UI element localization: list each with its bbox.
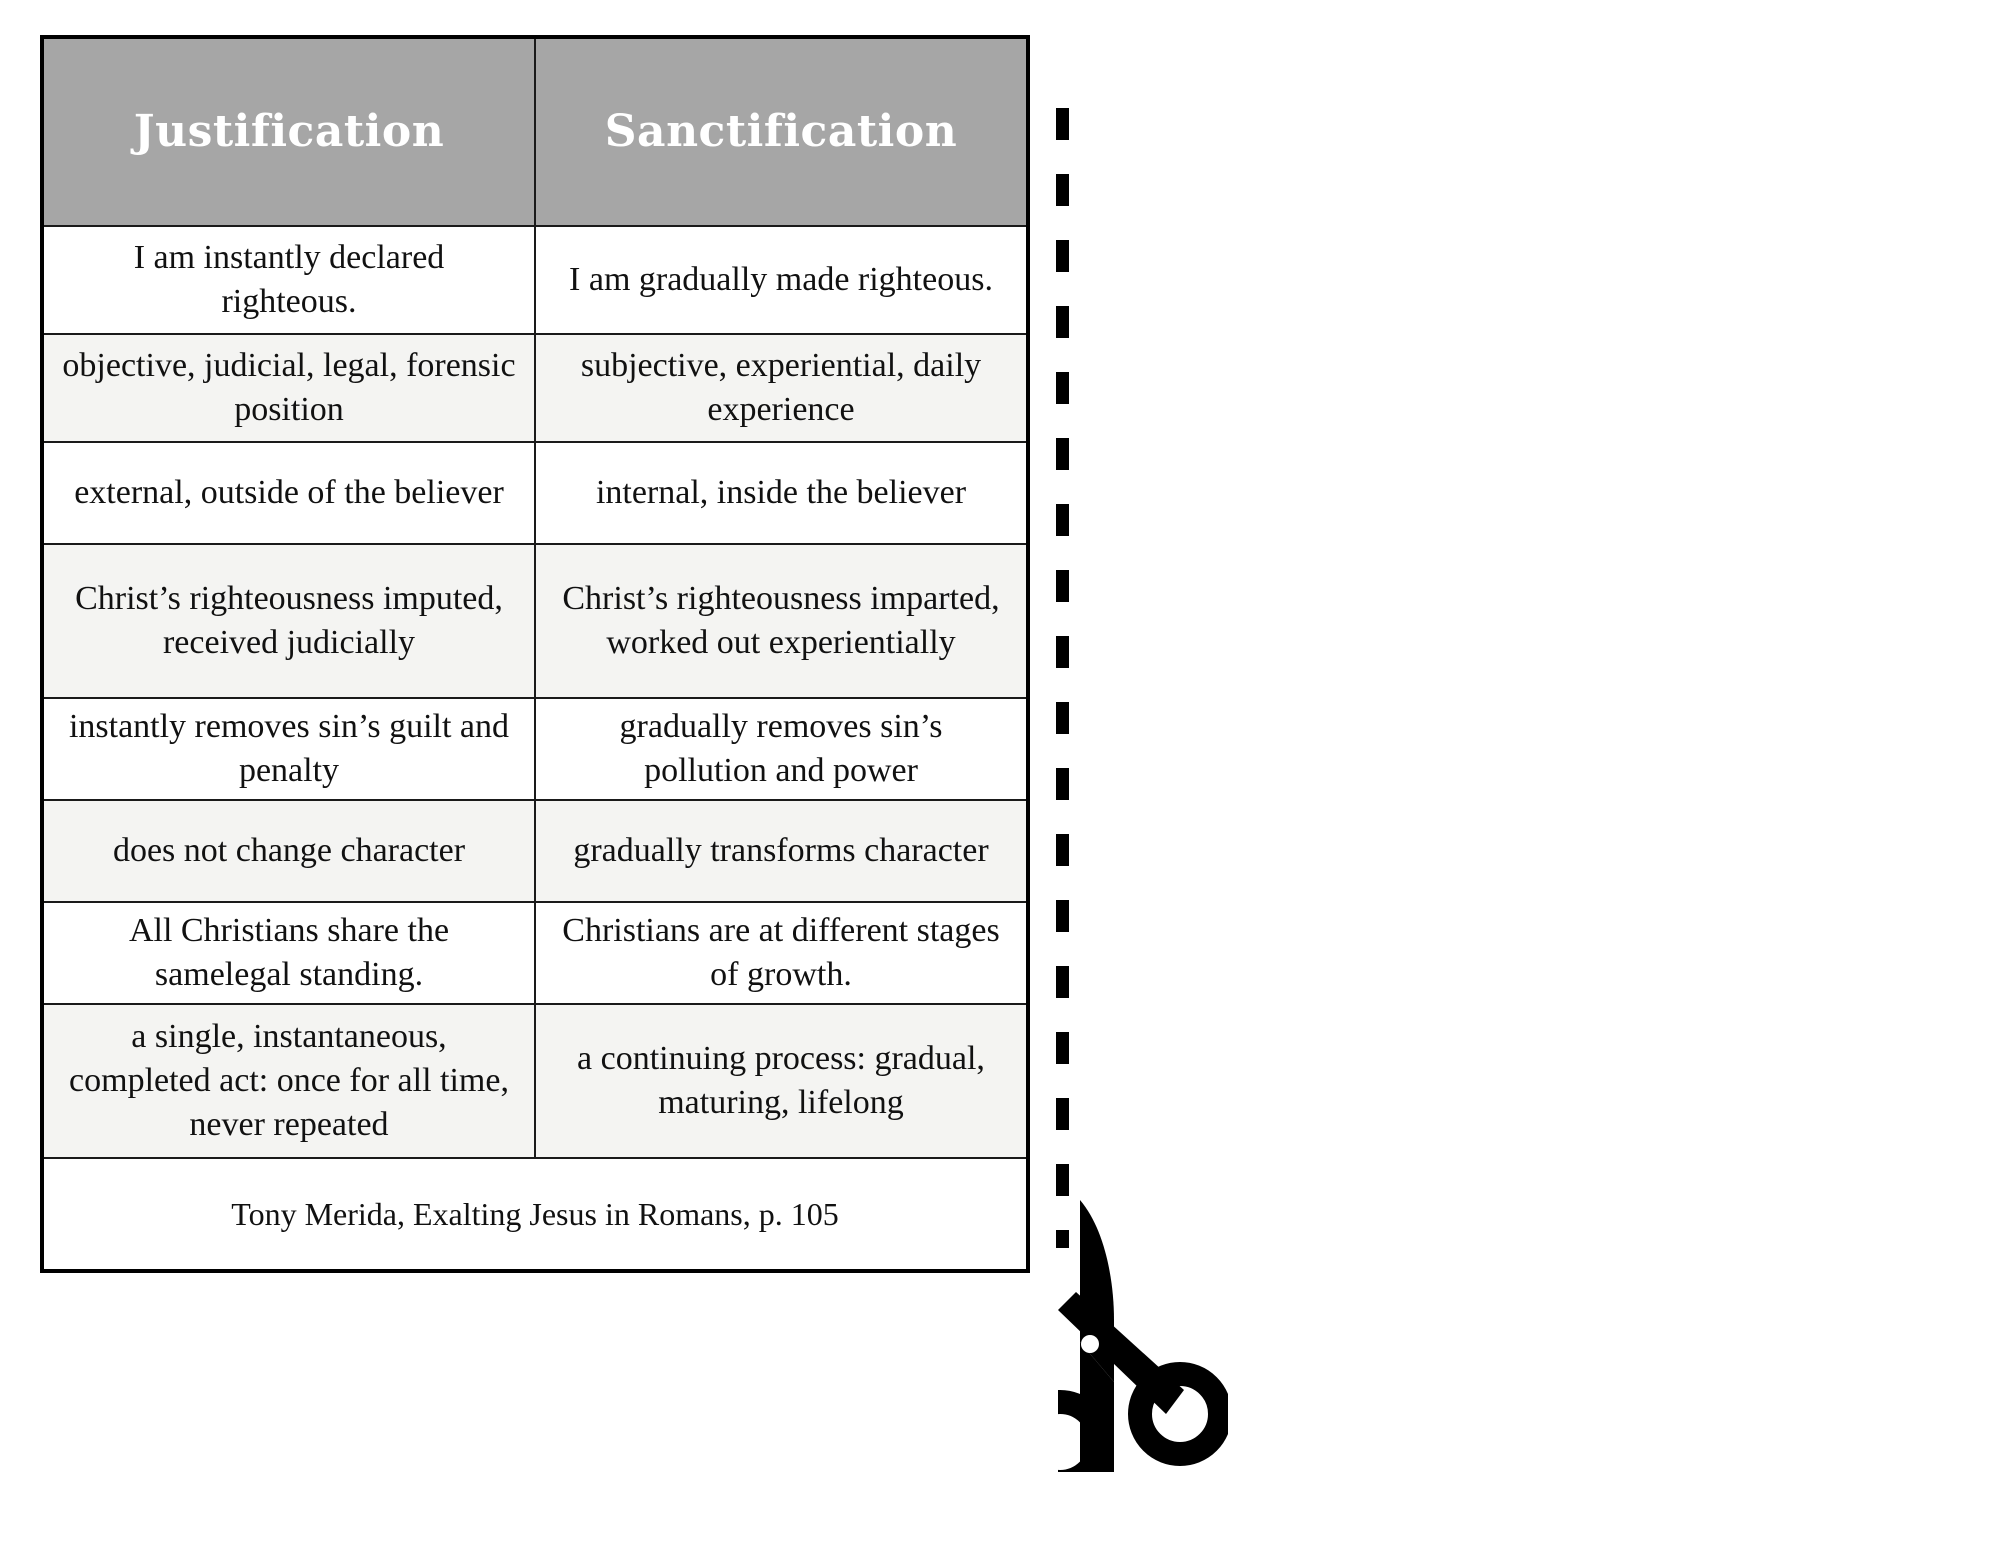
- cell-sanctification: Christians are at different stages of growth.: [535, 902, 1028, 1004]
- column-header-sanctification-label: Sanctification: [604, 105, 958, 157]
- cell-sanctification: internal, inside the believer: [535, 442, 1028, 544]
- table-row: [42, 902, 1028, 1004]
- table-row: [42, 226, 1028, 334]
- cut-line-dashed: [1056, 108, 1069, 1248]
- cell-justification: I am instantly declared righteous.: [42, 226, 535, 334]
- table-row: [42, 800, 1028, 902]
- comparison-table: [40, 35, 1030, 1273]
- table-row: [42, 442, 1028, 544]
- table-header: [42, 37, 1028, 226]
- cell-sanctification: gradually removes sin’s pollution and power: [535, 698, 1028, 800]
- cell-justification: does not change character: [42, 800, 535, 902]
- column-header-justification: [42, 37, 535, 226]
- table-body: [42, 226, 1028, 1158]
- scissors-icon: [1058, 1192, 1228, 1472]
- cell-justification: instantly removes sin’s guilt and penalty: [42, 698, 535, 800]
- table-row: [42, 544, 1028, 698]
- attribution-text: Tony Merida, Exalting Jesus in Romans, p. 105: [42, 1158, 1028, 1271]
- cell-justification: external, outside of the believer: [42, 442, 535, 544]
- cell-sanctification: I am gradually made righteous.: [535, 226, 1028, 334]
- cell-justification: All Christians share the samelegal standing.: [42, 902, 535, 1004]
- table-footer: [42, 1158, 1028, 1271]
- column-header-sanctification: [535, 37, 1028, 226]
- cell-justification: Christ’s righteousness imputed, received judicially: [42, 544, 535, 698]
- cell-sanctification: subjective, experiential, daily experience: [535, 334, 1028, 442]
- attribution-row: [42, 1158, 1028, 1271]
- cell-sanctification: Christ’s righteousness imparted, worked out experientially: [535, 544, 1028, 698]
- column-header-justification-label: Justification: [133, 105, 445, 157]
- table-row: [42, 334, 1028, 442]
- cell-justification: objective, judicial, legal, forensic position: [42, 334, 535, 442]
- cell-sanctification: a continuing process: gradual, maturing, lifelong: [535, 1004, 1028, 1158]
- cell-sanctification: gradually transforms character: [535, 800, 1028, 902]
- table-row: [42, 1004, 1028, 1158]
- cell-justification: a single, instantaneous, completed act: once for all time, never repeated: [42, 1004, 535, 1158]
- header-row: [42, 37, 1028, 226]
- table-row: [42, 698, 1028, 800]
